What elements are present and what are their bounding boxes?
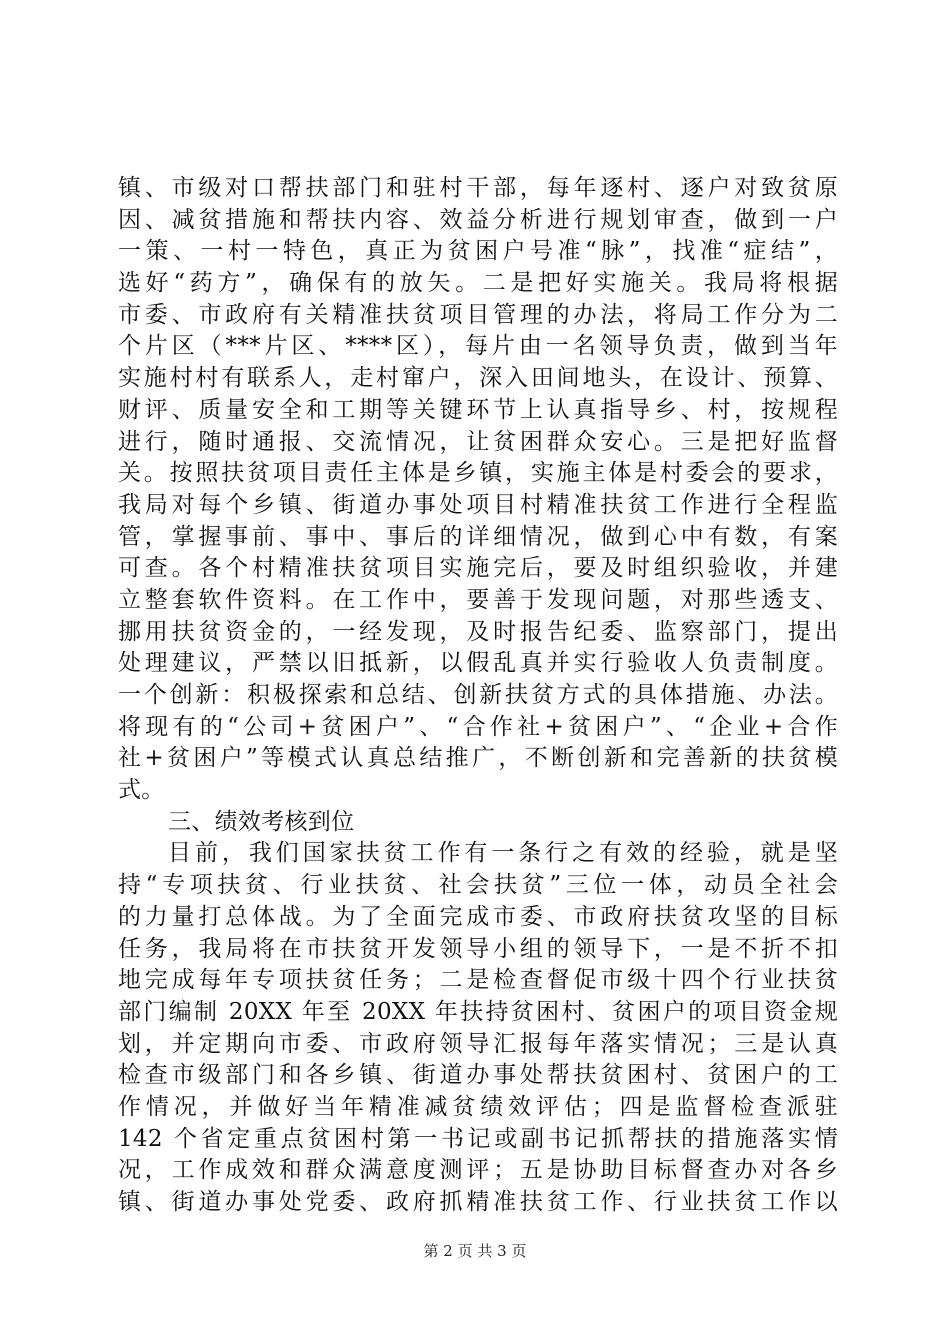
text-line: 一个创新：积极探索和总结、创新扶贫方式的具体措施、办法。: [118, 682, 838, 708]
text-line: 挪用扶贫资金的，一经发现，及时报告纪委、监察部门，提出: [118, 618, 838, 645]
text-line: 式。: [118, 777, 165, 804]
text-line: 地完成每年专项扶贫任务；二是检查督促市级十四个行业扶贫: [118, 967, 838, 994]
text-line: 划，并定期向市委、市政府领导汇报每年落实情况；三是认真: [118, 1030, 838, 1057]
text-line: 社+贫困户”等模式认真总结推广，不断创新和完善新的扶贫模: [118, 745, 838, 772]
text-line: 镇、市级对口帮扶部门和驻村干部，每年逐村、逐户对致贫原: [118, 175, 838, 201]
text-line: 因、减贫措施和帮扶内容、效益分析进行规划审查，做到一户: [118, 206, 838, 233]
text-line: 检查市级部门和各乡镇、街道办事处帮扶贫困村、贫困户的工: [118, 1062, 838, 1089]
text-line: 选好“药方”，确保有的放矢。二是把好实施关。我局将根据: [118, 270, 838, 297]
text-line: 将现有的“公司+贫困户”、“合作社+贫困户”、“企业+合作: [118, 713, 838, 740]
text-line: 持“专项扶贫、行业扶贫、社会扶贫”三位一体，动员全社会: [118, 872, 838, 899]
text-line: 个片区（***片区、****区），每片由一名领导负责，做到当年: [118, 333, 838, 360]
text-line: 市委、市政府有关精准扶贫项目管理的办法，将局工作分为二: [118, 301, 838, 328]
section-heading: 三、绩效考核到位: [168, 808, 355, 835]
text-line: 可查。各个村精准扶贫项目实施完后，要及时组织验收，并建: [118, 555, 838, 582]
text-line: 况，工作成效和群众满意度测评；五是协助目标督查办对各乡: [118, 1157, 838, 1184]
text-line: 作情况，并做好当年精准减贫绩效评估；四是监督检查派驻: [118, 1093, 838, 1120]
text-line: 管，掌握事前、事中、事后的详细情况，做到心中有数，有案: [118, 523, 838, 550]
text-line: 任务，我局将在市扶贫开发领导小组的领导下，一是不折不扣: [118, 935, 838, 962]
text-line: 142 个省定重点贫困村第一书记或副书记抓帮扶的措施落实情: [118, 1125, 838, 1152]
text-line: 关。按照扶贫项目责任主体是乡镇，实施主体是村委会的要求，: [118, 460, 838, 487]
text-line: 处理建议，严禁以旧抵新，以假乱真并实行验收人负责制度。: [118, 650, 838, 677]
text-line: 我局对每个乡镇、街道办事处项目村精准扶贫工作进行全程监: [118, 491, 838, 518]
text-line: 镇、街道办事处党委、政府抓精准扶贫工作、行业扶贫工作以: [118, 1189, 838, 1215]
text-line: 进行，随时通报、交流情况，让贫困群众安心。三是把好监督: [118, 428, 838, 455]
text-line: 实施村村有联系人，走村窜户，深入田间地头，在设计、预算、: [118, 365, 838, 392]
text-line: 一策、一村一特色，真正为贫困户号准“脉”，找准“症结”，: [118, 238, 838, 265]
page-number-footer: 第 2 页 共 3 页: [423, 1242, 527, 1260]
text-line: 部门编制 20XX 年至 20XX 年扶持贫困村、贫困户的项目资金规: [118, 998, 838, 1025]
text-line: 的力量打总体战。为了全面完成市委、市政府扶贫攻坚的目标: [118, 903, 838, 930]
text-line: 财评、质量安全和工期等关键环节上认真指导乡、村，按规程: [118, 396, 838, 423]
text-line: 立整套软件资料。在工作中，要善于发现问题，对那些透支、: [118, 586, 838, 613]
document-body: [118, 173, 838, 1219]
text-line: 目前，我们国家扶贫工作有一条行之有效的经验，就是坚: [168, 840, 838, 867]
